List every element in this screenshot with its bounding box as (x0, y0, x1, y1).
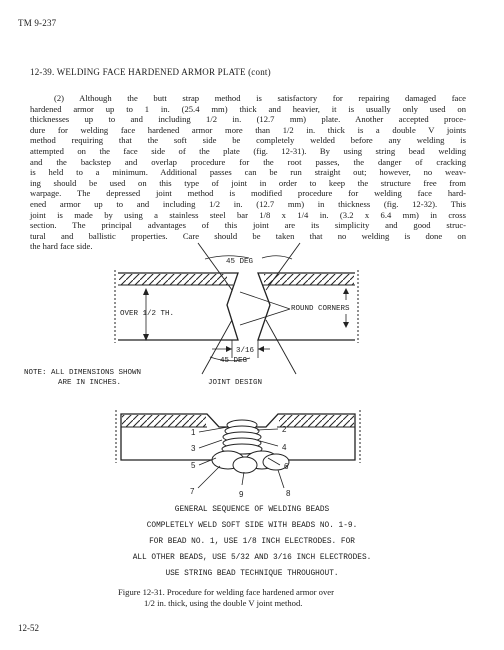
manual-header: TM 9-237 (18, 18, 57, 28)
paragraph-line: dure for welding face hardened armor more than 1/2 in. thick is a double V joints (30, 124, 466, 135)
paragraph-line: joint is made by using a stainless steel bar 1/8 x 1/4 in. (3.2 x 6.4 mm) in cross (30, 209, 466, 220)
bead-label-1: 1 (191, 428, 196, 437)
page-number: 12-52 (18, 623, 39, 633)
angle-label-bottom: 45 DEG (220, 357, 248, 365)
paragraph-line: attempted on the face side of the plate (fig. 12-31). By using string bead welding (30, 145, 466, 156)
paragraph-line: and the backstep and overlap procedure for the root passes, the danger of cracking (30, 156, 466, 167)
paragraph-line: ing should be used on this type of joint in order to keep the structure free from (30, 177, 466, 188)
instruction-line: COMPLETELY WELD SOFT SIDE WITH BEADS NO. 1-9. (146, 522, 358, 530)
paragraph-line: tural and ballistic properties. Care should be taken that no welding is done on (30, 230, 466, 241)
bead-label-4: 4 (282, 443, 287, 452)
paragraph-line: is held to a minimum. Additional passes can be run straight out; however, no weav- (30, 167, 466, 178)
note-line-1: NOTE: ALL DIMENSIONS SHOWN (24, 369, 142, 377)
paragraph-line: hardened armor up to 1 in. (25.4 mm) thick and heavier, it is usually only used on (30, 103, 466, 114)
paragraph-line: thicknesses up to and including 1/2 in. (12.7 mm) plate. Another accepted proce- (30, 114, 466, 125)
instruction-line: USE STRING BEAD TECHNIQUE THROUGHOUT. (165, 570, 339, 578)
gap-label: 3/16 (236, 347, 255, 355)
joint-design-title: JOINT DESIGN (208, 379, 263, 387)
figure-caption-line-1: Figure 12-31. Procedure for welding face hardened armor over (118, 587, 334, 597)
left-plate (115, 270, 238, 343)
thickness-label: OVER 1/2 TH. (120, 310, 175, 318)
figure-caption-line-2: 1/2 in. thick, using the double V joint method. (144, 597, 303, 608)
section-title: 12-39. WELDING FACE HARDENED ARMOR PLATE (cont) (30, 67, 271, 77)
paragraph-line: ened armor up to and including 1/2 in. (12.7 mm) in thickness (fig. 12-32). This (30, 198, 466, 209)
angle-label-top: 45 DEG (226, 258, 254, 266)
bead-label-6: 6 (284, 462, 289, 471)
paragraph-line: method requiring that the soft side be completely welded before any welding is (30, 135, 466, 146)
bead-sequence-diagram (116, 410, 360, 488)
bead-label-2: 2 (282, 425, 287, 434)
paragraph-line: warpage. The depressed joint method is modified procedure for welding face hard- (30, 188, 466, 199)
instruction-line: FOR BEAD NO. 1, USE 1/8 INCH ELECTRODES. FOR (149, 538, 355, 546)
bead-label-7: 7 (190, 487, 195, 496)
bead-label-8: 8 (286, 489, 291, 498)
paragraph-line: section. The principal advantages of this joint are its simplicity and good struc- (30, 220, 466, 231)
bead-label-9: 9 (239, 490, 244, 499)
paragraph-line: the hard face side. (30, 241, 93, 252)
figure-caption (118, 587, 334, 608)
round-corners-label: ROUND CORNERS (291, 305, 350, 313)
bead-label-5: 5 (191, 461, 196, 470)
instruction-line: ALL OTHER BEADS, USE 5/32 AND 3/16 INCH ELECTRODES. (132, 554, 372, 562)
angle-line-right-bottom (266, 320, 296, 374)
note-line-2: ARE IN INCHES. (58, 379, 122, 387)
paragraph-line: (2) Although the butt strap method is satisfactory for repairing damaged face (54, 93, 466, 103)
bead-label-3: 3 (191, 444, 196, 453)
instruction-heading: GENERAL SEQUENCE OF WELDING BEADS (174, 506, 330, 514)
